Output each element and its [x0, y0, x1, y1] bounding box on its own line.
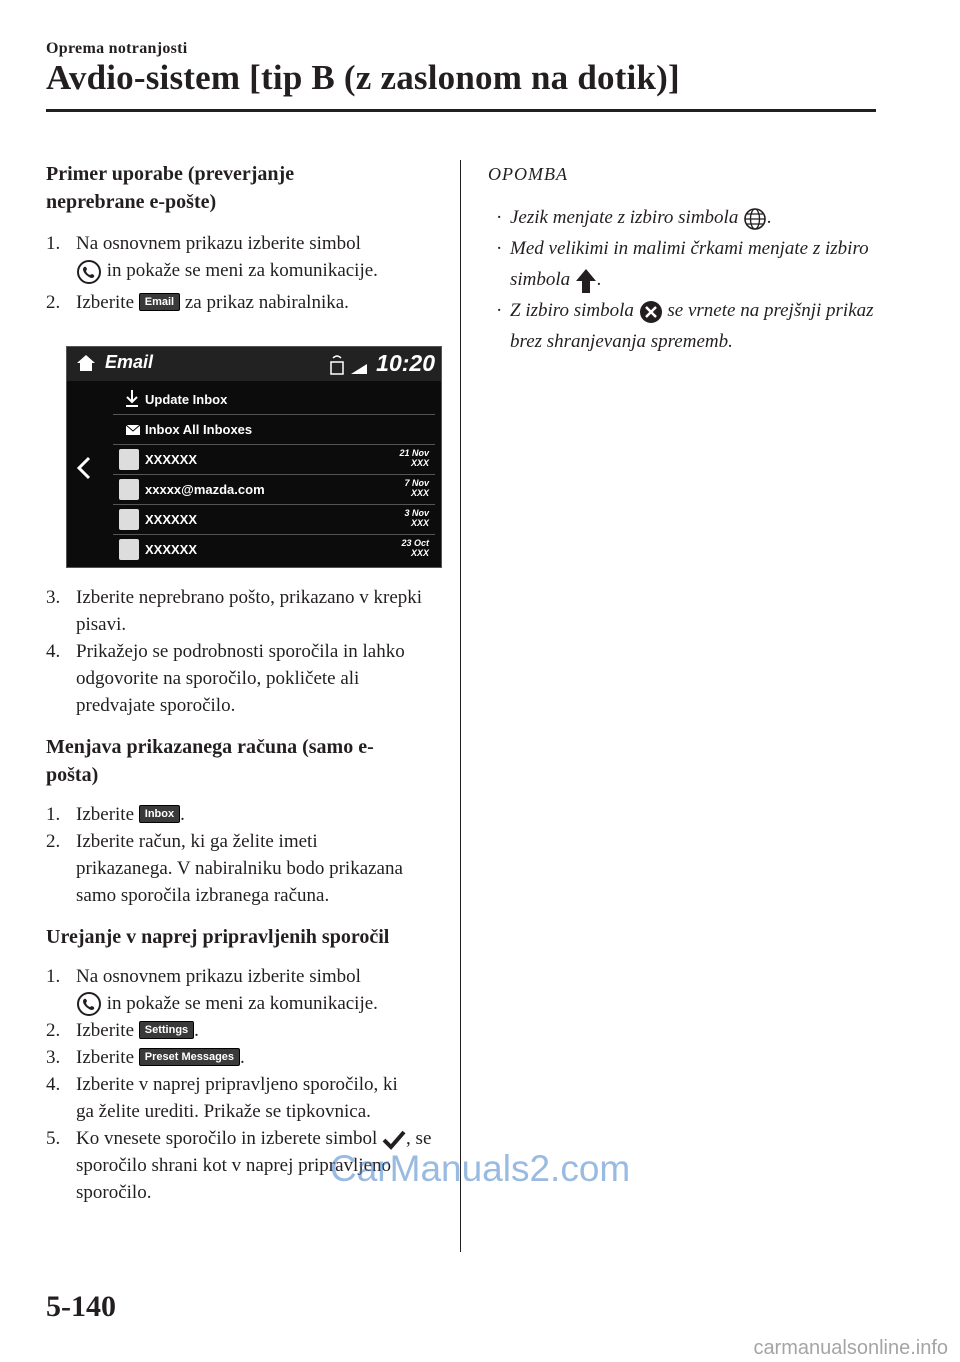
note-item	[488, 202, 888, 233]
screen-title: Email	[105, 352, 154, 372]
step-text: Izberite v naprej pripravljeno sporočilo, ki ga želite urediti. Prikaže se tipkovnica.	[76, 1074, 398, 1123]
step-text: Ko vnesete sporočilo in izberete simbol	[76, 1128, 378, 1150]
step-1	[46, 230, 446, 285]
note-title: OPOMBA	[488, 164, 568, 184]
step-text: Izberite	[76, 291, 135, 313]
settings-button-icon: Settings	[139, 1021, 194, 1039]
step-text: Izberite	[76, 803, 135, 825]
step-2c	[46, 1017, 446, 1044]
step-text-cont: in pokaže se meni za komunikacije.	[106, 992, 378, 1014]
signal-icon	[329, 353, 369, 375]
list-item-label: XXXXXX	[145, 512, 198, 527]
avatar	[119, 479, 139, 500]
avatar	[119, 509, 139, 530]
step-number: 2.	[46, 830, 61, 852]
bullet: ·	[496, 207, 503, 228]
step-1c	[46, 963, 446, 1018]
step-2b	[46, 828, 446, 909]
watermark-carmanualsonline: carmanualsonline.info	[753, 1337, 948, 1359]
step-number: 1.	[46, 233, 61, 254]
list-item-date: 3 Nov XXX	[404, 508, 429, 528]
heading-unread-email: Primer uporabe (preverjanje neprebrane e-pošte)	[46, 163, 295, 213]
step-text-cont: .	[194, 1020, 199, 1042]
step-4	[46, 638, 446, 719]
list-item-label: Inbox All Inboxes	[145, 422, 253, 437]
list-item	[113, 535, 435, 564]
back-chevron-icon	[75, 455, 93, 481]
step-text-cont: , se sporočilo shrani kot v naprej pripravljeno sporočilo.	[76, 1128, 432, 1204]
step-3c	[46, 1044, 446, 1071]
note-text: Med velikimi in malimi črkami menjate z izbiro simbola	[510, 238, 869, 290]
list-item-date: 21 Nov XXX	[399, 448, 429, 468]
note-item	[488, 295, 890, 357]
bullet: ·	[496, 238, 503, 259]
step-text-cont: .	[240, 1047, 245, 1069]
step-text: Izberite račun, ki ga želite imeti prikazanega. V nabiralniku bodo prikazana samo sporočila izbranega računa.	[76, 830, 403, 906]
step-3	[46, 584, 446, 638]
phone-icon	[76, 259, 102, 285]
checkmark-icon	[382, 1130, 406, 1150]
note-item	[488, 233, 890, 295]
email-button-icon: Email	[139, 293, 180, 311]
preset-messages-button-icon: Preset Messages	[139, 1048, 240, 1066]
phone-icon	[76, 991, 102, 1017]
download-icon	[125, 389, 139, 407]
step-2	[46, 289, 446, 316]
step-text: Izberite	[76, 1047, 135, 1069]
list-item-label: xxxxx@mazda.com	[145, 482, 265, 497]
inbox-button-icon: Inbox	[139, 805, 180, 823]
watermark-carmanuals2: CarManuals2.com	[330, 1148, 631, 1189]
list-item-date: 7 Nov XXX	[404, 478, 429, 498]
avatar	[119, 539, 139, 560]
note-text-cont: .	[596, 269, 602, 290]
screen-time: 10:20	[376, 350, 435, 376]
step-number: 3.	[46, 1047, 61, 1069]
title-rule	[46, 109, 876, 112]
column-divider	[460, 160, 461, 1252]
step-text-cont: .	[180, 803, 185, 825]
screen-header	[67, 347, 441, 381]
list-item-date: 23 Oct XXX	[401, 538, 429, 558]
step-number: 5.	[46, 1128, 61, 1150]
section-label: Oprema notranjosti	[46, 40, 188, 57]
list-item	[113, 445, 435, 475]
note-text-cont: se vrnete na prejšnji prikaz brez shranjevanja sprememb.	[510, 300, 874, 352]
step-text: Izberite neprebrano pošto, prikazano v krepki pisavi.	[76, 586, 423, 635]
note-text: Jezik menjate z izbiro simbola	[510, 207, 739, 228]
step-4c	[46, 1071, 446, 1125]
right-column	[488, 160, 888, 357]
email-screen-image	[66, 346, 442, 568]
page-number: 5-140	[46, 1290, 116, 1323]
page-title: Avdio-sistem [tip B (z zaslonom na dotik)]	[46, 58, 680, 97]
note-text-cont: .	[767, 207, 772, 228]
step-number: 2.	[46, 1020, 61, 1042]
heading-preset-messages: Urejanje v naprej pripravljenih sporočil	[46, 925, 390, 948]
step-number: 2.	[46, 291, 61, 313]
step-number: 4.	[46, 640, 61, 662]
note-text: Z izbiro simbola	[510, 300, 634, 321]
step-text: Na osnovnem prikazu izberite simbol	[76, 233, 361, 254]
step-text: Na osnovnem prikazu izberite simbol	[76, 965, 361, 987]
step-1b	[46, 801, 446, 828]
bullet: ·	[496, 300, 503, 321]
list-item	[113, 505, 435, 535]
cancel-x-icon	[639, 300, 663, 324]
list-item-label: XXXXXX	[145, 542, 198, 557]
step-number: 1.	[46, 965, 61, 987]
step-text-cont: za prikaz nabiralnika.	[184, 291, 349, 313]
avatar	[119, 449, 139, 470]
step-text-cont: in pokaže se meni za komunikacije.	[106, 260, 378, 281]
step-number: 1.	[46, 803, 61, 825]
left-column	[46, 160, 446, 1206]
heading-switch-account: Menjava prikazanega računa (samo e-pošta)	[46, 735, 374, 786]
list-item	[113, 385, 435, 415]
step-text: Izberite	[76, 1020, 135, 1042]
email-list	[113, 385, 435, 564]
step-text: Prikažejo se podrobnosti sporočila in lahko odgovorite na sporočilo, pokličete ali predvajate sporočilo.	[76, 640, 405, 716]
list-item	[113, 415, 435, 445]
list-item-label: XXXXXX	[145, 452, 198, 467]
envelope-icon	[125, 424, 141, 436]
step-number: 4.	[46, 1074, 61, 1096]
globe-icon	[743, 207, 767, 231]
shift-arrow-icon	[575, 268, 597, 294]
step-number: 3.	[46, 586, 61, 608]
home-icon	[75, 353, 97, 373]
list-item	[113, 475, 435, 505]
list-item-label: Update Inbox	[145, 392, 228, 407]
